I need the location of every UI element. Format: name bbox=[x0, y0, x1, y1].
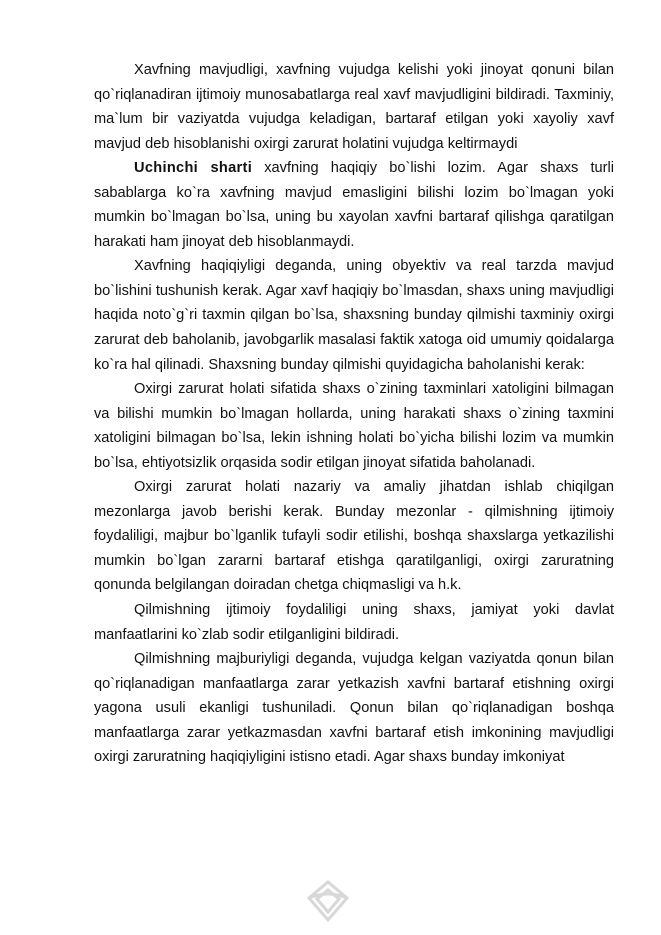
paragraph-text: xavfning haqiqiy bo`lishi lozim. Agar shaxs turli sabablarga ko`ra xavfning mavjud emasligini bilishi lozim bo`lmagan yoki mumkin bo`lmagan bo`lsa, uning bu xayolan xavfni bartaraf qilishga qaratilgan harakati ham jinoyat deb hisoblanmaydi. bbox=[94, 160, 614, 250]
paragraph-7 bbox=[94, 647, 614, 770]
paragraph-text: Oxirgi zarurat holati nazariy va amaliy jihatdan ishlab chiqilgan mezonlarga javob berishi kerak. Bunday mezonlar - qilmishning ijtimoiy foydaliligi, majbur bo`lganlik tufayli sodir etilishi, boshqa shaxslarga yetkazilishi mumkin bo`lgan zararni bartaraf etishga qaratilganligi, oxirgi zaruratning qonunda belgilangan doiradan chetga chiqmasligi va h.k. bbox=[94, 479, 614, 594]
paragraph-2 bbox=[94, 156, 614, 254]
paragraph-6 bbox=[94, 598, 614, 647]
paragraph-text: Qilmishning ijtimoiy foydaliligi uning shaxs, jamiyat yoki davlat manfaatlarini ko`zlab sodir etilganligini bildiradi. bbox=[94, 602, 614, 643]
paragraph-lead: Uchinchi sharti bbox=[134, 160, 253, 177]
paragraph-text: Xavfning mavjudligi, xavfning vujudga kelishi yoki jinoyat qonuni bilan qo`riqlanadiran ijtimoiy munosabatlarga real xavf mavjudligini bildiradi. Taxminiy, ma`lum bir vaziyatda vujudga keladigan, bartaraf etilgan yoki xayoliy xavf mavjud deb hisoblanishi oxirgi zarurat holatini vujudga keltirmaydi bbox=[94, 62, 614, 152]
document-body bbox=[94, 58, 614, 770]
ornament-logo-icon bbox=[303, 878, 353, 924]
paragraph-text: Qilmishning majburiyligi deganda, vujudga kelgan vaziyatda qonun bilan qo`riqlanadigan manfaatlarga zarar yetkazish xavfni bartaraf etishning oxirgi yagona usuli ekanligi tushuniladi. Qonun bilan qo`riqlanadigan boshqa manfaatlarga zarar yetkazmasdan xavfni bartaraf etish imkonining mavjudligi oxirgi zaruratning haqiqiyligini istisno etadi. Agar shaxs bunday imkoniyat bbox=[94, 651, 614, 766]
paragraph-3 bbox=[94, 254, 614, 377]
paragraph-5 bbox=[94, 475, 614, 598]
paragraph-1 bbox=[94, 58, 614, 156]
paragraph-text: Xavfning haqiqiyligi deganda, uning obyektiv va real tarzda mavjud bo`lishini tushunish kerak. Agar xavf haqiqiy bo`lmasdan, shaxs uning mavjudligi haqida noto`g`ri taxmin qilgan bo`lsa, shaxsning bunday qilmishi taxminiy oxirgi zarurat deb baholanib, javobgarlik masalasi faktik xatoga oid umumiy qoidalarga ko`ra hal qilinadi. Shaxsning bunday qilmishi quyidagicha baholanishi kerak: bbox=[94, 258, 614, 373]
paragraph-4 bbox=[94, 377, 614, 475]
paragraph-text: Oxirgi zarurat holati sifatida shaxs o`zining taxminlari xatoligini bilmagan va bilishi mumkin bo`lmagan hollarda, uning harakati shaxs o`zining taxmini xatoligini bilmagan bo`lsa, lekin ishning holati bo`yicha bilishi lozim va mumkin bo`lsa, ehtiyotsizlik orqasida sodir etilgan jinoyat sifatida baholanadi. bbox=[94, 381, 614, 471]
